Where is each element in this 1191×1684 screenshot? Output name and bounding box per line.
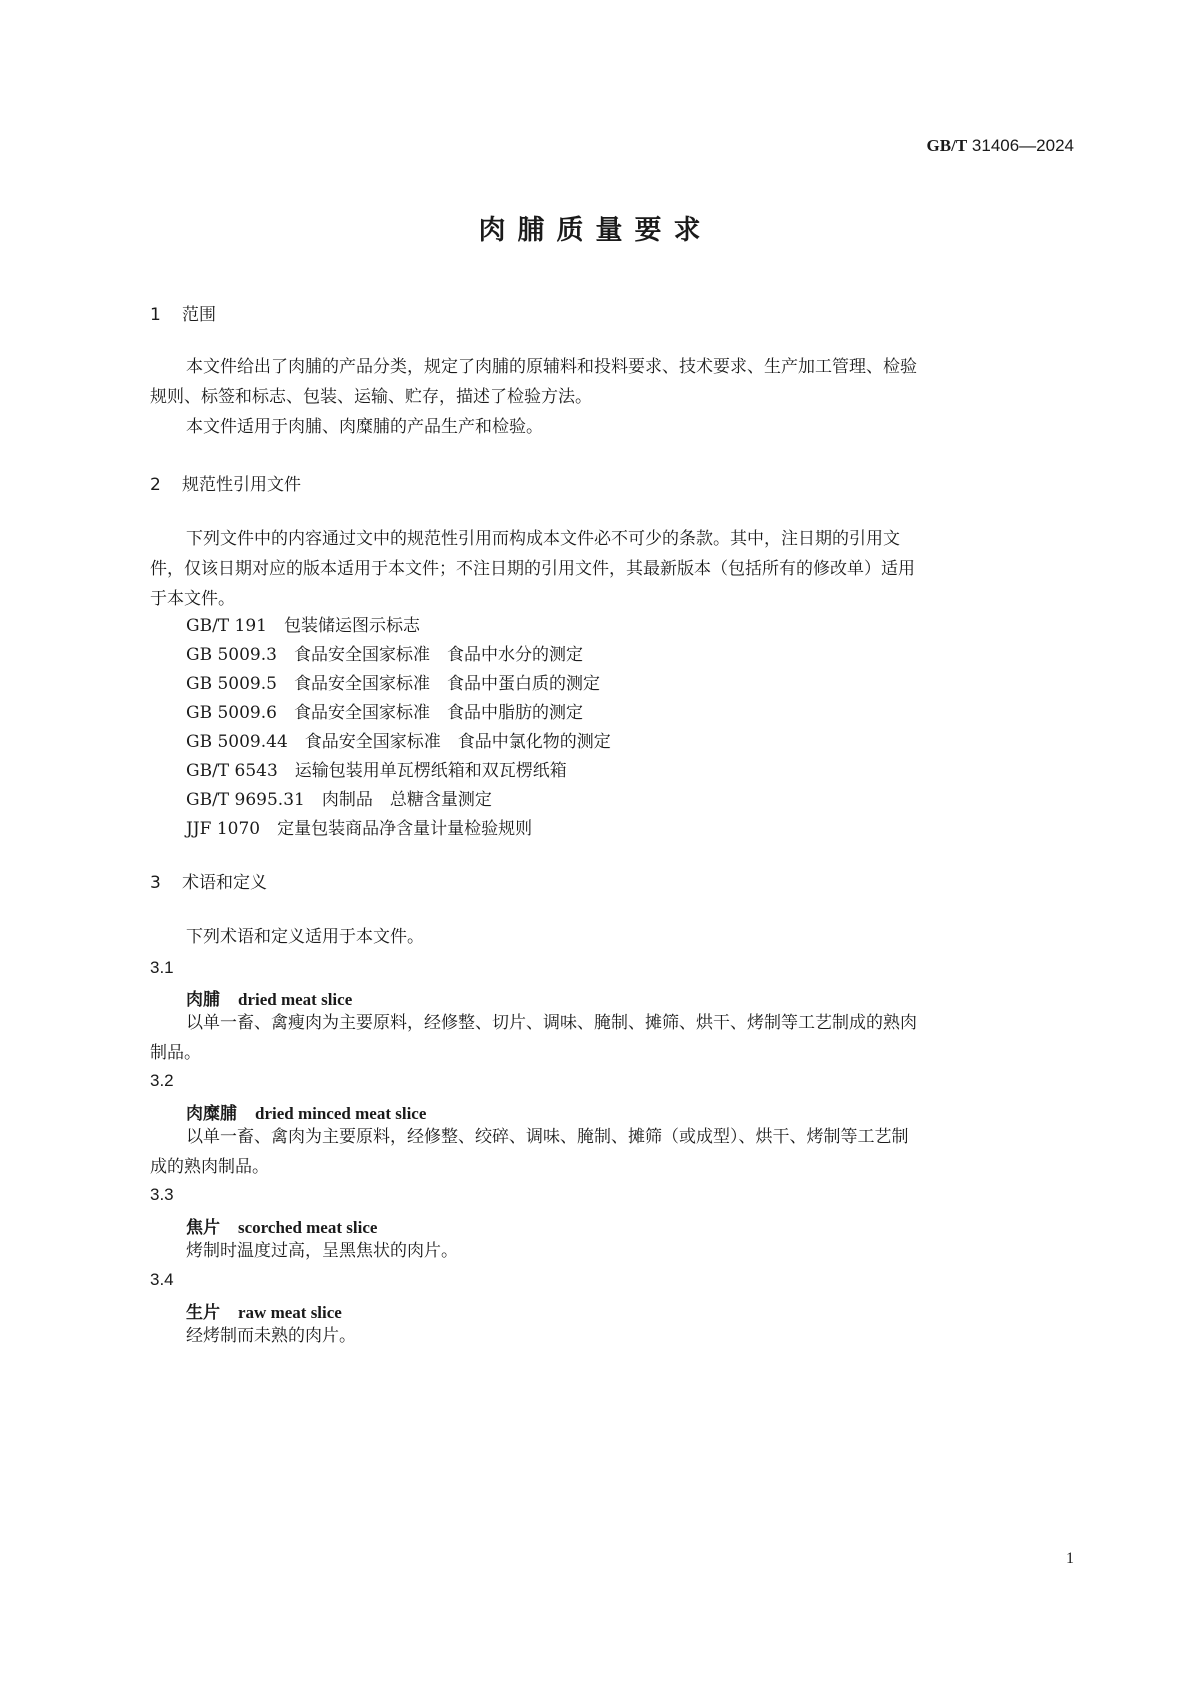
term-definition bbox=[150, 1122, 1070, 1182]
section-3-intro bbox=[150, 922, 1070, 952]
standard-code bbox=[927, 136, 1074, 156]
section-number: 2 bbox=[150, 475, 161, 495]
text-line: 件，仅该日期对应的版本适用于本文件；不注日期的引用文件，其最新版本（包括所有的修改单）适用 bbox=[150, 559, 915, 579]
section-1-heading bbox=[150, 300, 216, 325]
term-name-en: raw meat slice bbox=[238, 1303, 342, 1322]
term-name bbox=[186, 1213, 377, 1238]
section-1-paragraph bbox=[150, 352, 1070, 442]
term-name-en: scorched meat slice bbox=[238, 1218, 378, 1237]
text-line: 下列术语和定义适用于本文件。 bbox=[186, 927, 424, 947]
term-name-zh: 生片 bbox=[186, 1303, 220, 1323]
standard-number: 31406—2024 bbox=[971, 136, 1074, 155]
text-line: 烤制时温度过高，呈黑焦状的肉片。 bbox=[186, 1241, 458, 1261]
section-2-heading bbox=[150, 470, 301, 495]
section-title: 术语和定义 bbox=[182, 873, 267, 893]
section-title: 规范性引用文件 bbox=[182, 475, 301, 495]
term-definition bbox=[150, 1321, 1070, 1351]
text-line: 于本文件。 bbox=[150, 589, 235, 609]
reference-item: JJF 1070 定量包装商品净含量计量检验规则 bbox=[186, 819, 533, 839]
reference-item: GB 5009.5 食品安全国家标准 食品中蛋白质的测定 bbox=[186, 674, 600, 694]
term-name-zh: 肉脯 bbox=[186, 990, 220, 1010]
section-title: 范围 bbox=[182, 305, 216, 325]
term-name-en: dried meat slice bbox=[238, 990, 353, 1009]
text-line: 以单一畜、禽瘦肉为主要原料，经修整、切片、调味、腌制、摊筛、烘干、烤制等工艺制成的熟肉 bbox=[186, 1013, 917, 1033]
term-definition bbox=[150, 1236, 1070, 1266]
reference-item: GB/T 191 包装储运图示标志 bbox=[186, 616, 420, 636]
reference-item: GB 5009.3 食品安全国家标准 食品中水分的测定 bbox=[186, 645, 583, 665]
reference-item: GB 5009.6 食品安全国家标准 食品中脂肪的测定 bbox=[186, 703, 583, 723]
section-2-paragraph bbox=[150, 524, 1070, 614]
reference-item: GB/T 9695.31 肉制品 总糖含量测定 bbox=[186, 790, 492, 810]
term-name bbox=[186, 985, 352, 1010]
standard-prefix: GB/T bbox=[926, 136, 968, 155]
term-name-zh: 肉糜脯 bbox=[186, 1104, 237, 1124]
section-number: 1 bbox=[150, 305, 161, 325]
section-number: 3 bbox=[150, 873, 161, 893]
page-number: 1 bbox=[1066, 1550, 1074, 1567]
text-line: 经烤制而未熟的肉片。 bbox=[186, 1326, 356, 1346]
term-number: 3.2 bbox=[150, 1071, 174, 1090]
normative-references-list bbox=[186, 612, 611, 844]
reference-item: GB 5009.44 食品安全国家标准 食品中氯化物的测定 bbox=[186, 732, 611, 752]
text-line: 下列文件中的内容通过文中的规范性引用而构成本文件必不可少的条款。其中，注日期的引用文 bbox=[186, 529, 900, 549]
text-line: 成的熟肉制品。 bbox=[150, 1157, 269, 1177]
text-line: 本文件给出了肉脯的产品分类，规定了肉脯的原辅料和投料要求、技术要求、生产加工管理、检验 bbox=[186, 357, 917, 377]
term-definition bbox=[150, 1008, 1070, 1068]
term-number: 3.3 bbox=[150, 1185, 174, 1204]
term-name-zh: 焦片 bbox=[186, 1218, 220, 1238]
text-line: 规则、标签和标志、包装、运输、贮存，描述了检验方法。 bbox=[150, 387, 592, 407]
term-name bbox=[186, 1298, 342, 1323]
term-name-en: dried minced meat slice bbox=[255, 1104, 427, 1123]
term-number: 3.4 bbox=[150, 1270, 174, 1289]
reference-item: GB/T 6543 运输包装用单瓦楞纸箱和双瓦楞纸箱 bbox=[186, 761, 567, 781]
section-3-heading bbox=[150, 868, 267, 893]
text-line: 制品。 bbox=[150, 1043, 201, 1063]
term-number: 3.1 bbox=[150, 958, 174, 977]
document-title: 肉脯质量要求 bbox=[478, 215, 713, 246]
text-line: 以单一畜、禽肉为主要原料，经修整、绞碎、调味、腌制、摊筛（或成型）、烘干、烤制等工艺制 bbox=[186, 1127, 909, 1147]
text-line: 本文件适用于肉脯、肉糜脯的产品生产和检验。 bbox=[186, 417, 543, 437]
term-name bbox=[186, 1099, 426, 1124]
